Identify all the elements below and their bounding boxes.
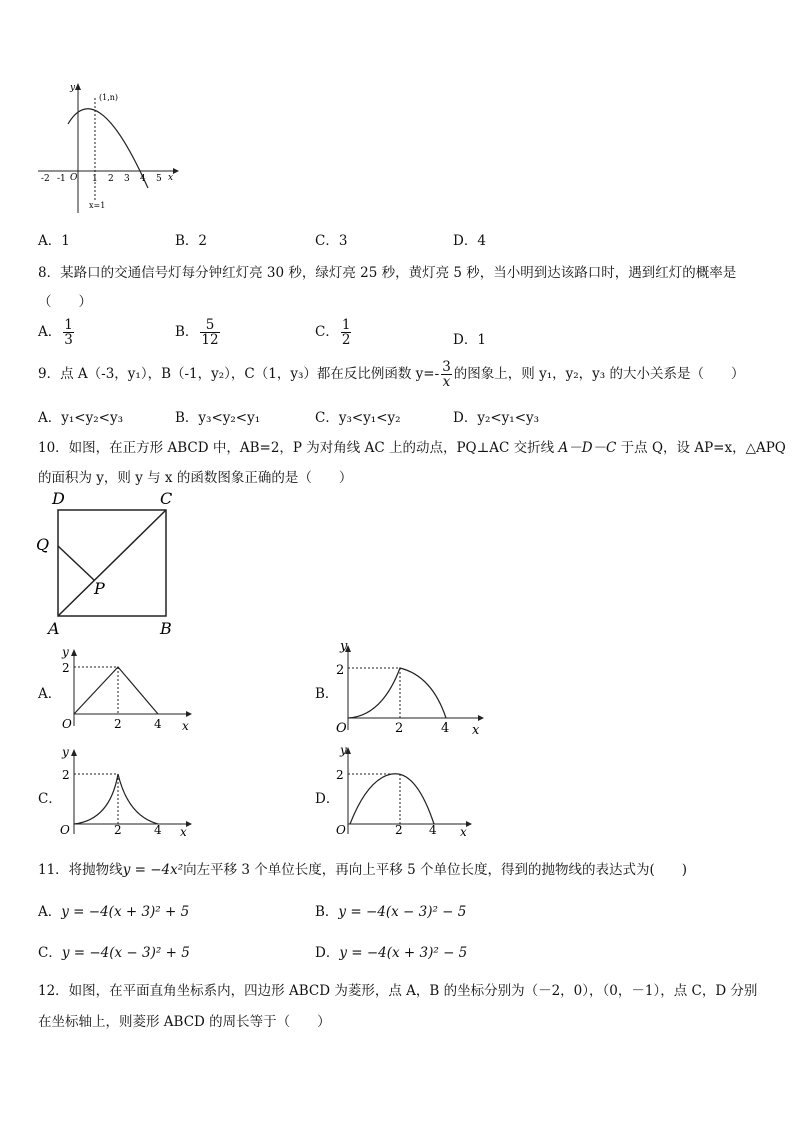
q10-c-x: x: [180, 825, 187, 839]
q9-option-c[interactable]: C．y₃<y₁<y₂: [315, 410, 401, 426]
q10-d-two-x: 2: [395, 823, 403, 837]
q8-option-c[interactable]: [315, 318, 353, 347]
q10-a-x: x: [182, 719, 189, 733]
q10-option-a[interactable]: A．: [38, 686, 62, 702]
q9-question-pre: 9．点 A（-3，y₁），B（-1，y₂），C（1，y₃）都在反比例函数 y=-: [38, 366, 440, 383]
q8-option-c-letter: C．: [315, 324, 339, 341]
q8-option-a-den: 3: [64, 332, 73, 349]
q10-option-d[interactable]: D．: [315, 791, 340, 807]
q10-b-two-x: 2: [395, 721, 404, 736]
q10-c-two-x: 2: [114, 823, 122, 837]
q8-option-b-num: 5: [200, 318, 219, 333]
q10-b-two-y: 2: [336, 663, 345, 678]
q11-text-math: y = −4x²: [122, 862, 184, 878]
q8-option-a[interactable]: [38, 318, 76, 347]
q10-a-four-x: 4: [154, 717, 162, 731]
q7-tick-4: 4: [140, 174, 146, 184]
q7-tick-1: 1: [92, 174, 98, 184]
q10-b-y: y: [340, 639, 348, 654]
q7-tick-m2: -2: [41, 174, 50, 184]
q10-b-x: x: [472, 723, 480, 738]
q10-c-y: y: [62, 745, 69, 759]
q10-b-o: O: [336, 721, 347, 736]
q8-option-a-num: 1: [64, 317, 73, 333]
q10-a-two-y: 2: [62, 661, 70, 675]
q8-option-b-den: 12: [201, 332, 219, 349]
q9-frac-num: 3: [442, 359, 451, 375]
q12-question-line1: 12．如图，在平面直角坐标系内，四边形 ABCD 为菱形，点 A，B 的坐标分别为（－2，0），（0，－1），点 C，D 分别: [38, 983, 758, 999]
q10-line1-math: A－D－C: [558, 440, 617, 456]
q10-fig-b: B: [160, 619, 172, 638]
q10-b-four-x: 4: [441, 721, 450, 736]
q11-option-a-expr: y = −4(x + 3)² + 5: [61, 904, 190, 920]
q10-option-b[interactable]: B．: [315, 686, 339, 702]
q11-option-c-letter: C．: [38, 945, 62, 961]
q9-question: [38, 360, 744, 389]
q9-option-d[interactable]: D．y₂<y₁<y₃: [453, 410, 540, 426]
q10-c-four-x: 4: [154, 823, 162, 837]
q9-frac-den: x: [442, 374, 451, 391]
q10-c-two-y: 2: [62, 768, 70, 782]
q7-option-c[interactable]: C．3: [315, 233, 348, 249]
q9-option-b[interactable]: B．y₃<y₂<y₁: [175, 410, 261, 426]
q7-option-b[interactable]: B．2: [175, 233, 208, 249]
q8-option-b-letter: B．: [175, 324, 199, 341]
q11-question: [38, 858, 687, 878]
q7-tick-m1: -1: [57, 174, 66, 184]
q11-option-d[interactable]: [315, 941, 467, 961]
q8-option-d-value: 1: [477, 332, 486, 348]
q11-option-a[interactable]: [38, 900, 189, 920]
q7-axis-label: x=1: [89, 201, 106, 210]
q11-option-d-expr: y = −4(x + 3)² − 5: [339, 945, 468, 961]
q10-d-o: O: [336, 823, 346, 837]
q10-c-o: O: [60, 823, 70, 837]
q10-d-two-y: 2: [336, 768, 344, 782]
q10-fig-d: D: [52, 489, 65, 508]
q11-option-b-expr: y = −4(x − 3)² − 5: [338, 904, 467, 920]
q8-option-b[interactable]: [175, 318, 222, 347]
q10-fig-q: Q: [36, 535, 50, 554]
q10-d-four-x: 4: [429, 823, 437, 837]
q7-option-a[interactable]: A．1: [38, 233, 70, 249]
q7-tick-3: 3: [124, 174, 130, 184]
q8-option-d[interactable]: [453, 328, 486, 348]
q10-fig-a: A: [48, 619, 60, 638]
q8-option-a-letter: A．: [38, 324, 62, 341]
q11-option-b-letter: B．: [315, 904, 339, 920]
q11-text-pre: 11．将抛物线: [38, 862, 123, 878]
q11-option-c-expr: y = −4(x − 3)² + 5: [61, 945, 190, 961]
q7-parabola-graph: [30, 78, 190, 218]
q10-a-o: O: [62, 717, 72, 731]
q9-option-a[interactable]: A．y₁<y₂<y₃: [38, 410, 123, 426]
q7-tick-2: 2: [108, 174, 114, 184]
q7-tick-5: 5: [156, 174, 162, 184]
q10-graph-d: [332, 742, 482, 839]
q10-fig-p: P: [94, 579, 105, 598]
q10-graph-c: [58, 744, 198, 839]
q7-y-label: y: [70, 83, 76, 93]
q10-fig-c: C: [160, 489, 173, 508]
q7-origin: O: [70, 173, 78, 183]
q10-option-c[interactable]: C．: [38, 791, 62, 807]
q10-square-figure: [30, 488, 190, 638]
q11-option-d-letter: D．: [315, 945, 340, 961]
q12-question-line2: 在坐标轴上，则菱形 ABCD 的周长等于（ ）: [38, 1014, 331, 1030]
q11-text-post: 向左平移 3 个单位长度，再向上平移 5 个单位长度，得到的抛物线的表达式为( ): [183, 862, 688, 878]
q11-option-b[interactable]: [315, 900, 466, 920]
q8-option-c-num: 1: [341, 317, 351, 333]
q10-d-x: x: [460, 825, 467, 839]
q8-question: 8．某路口的交通信号灯每分钟红灯亮 30 秒，绿灯亮 25 秒，黄灯亮 5 秒，当小明到达该路口时，遇到红灯的概率是: [38, 265, 737, 281]
q8-option-d-letter: D．: [453, 332, 478, 348]
q10-a-y: y: [62, 645, 69, 659]
q7-point-label: (1,n): [99, 93, 119, 102]
q11-option-a-letter: A．: [38, 904, 62, 920]
q7-option-d[interactable]: D．4: [453, 233, 486, 249]
q10-question-line2: 的面积为 y，则 y 与 x 的函数图象正确的是（ ）: [38, 470, 353, 486]
q10-question-line1: [38, 436, 786, 456]
q11-option-c[interactable]: [38, 941, 190, 961]
q10-line1-post: 于点 Q，设 AP=x，△APQ: [620, 440, 786, 456]
q7-x-label: x: [168, 173, 174, 183]
q10-graph-a: [58, 645, 198, 738]
q10-line1-pre: 10．如图，在正方形 ABCD 中，AB=2，P 为对角线 AC 上的动点，PQ⊥AC 交折线: [38, 440, 555, 456]
q8-answer-paren: （ ）: [38, 294, 92, 310]
q10-a-two-x: 2: [114, 717, 122, 731]
q8-option-c-den: 2: [341, 332, 351, 349]
q9-question-post: 的图象上，则 y₁，y₂，y₃ 的大小关系是（ ）: [453, 366, 745, 383]
q10-d-y: y: [340, 743, 347, 757]
q10-graph-b: [332, 636, 492, 736]
